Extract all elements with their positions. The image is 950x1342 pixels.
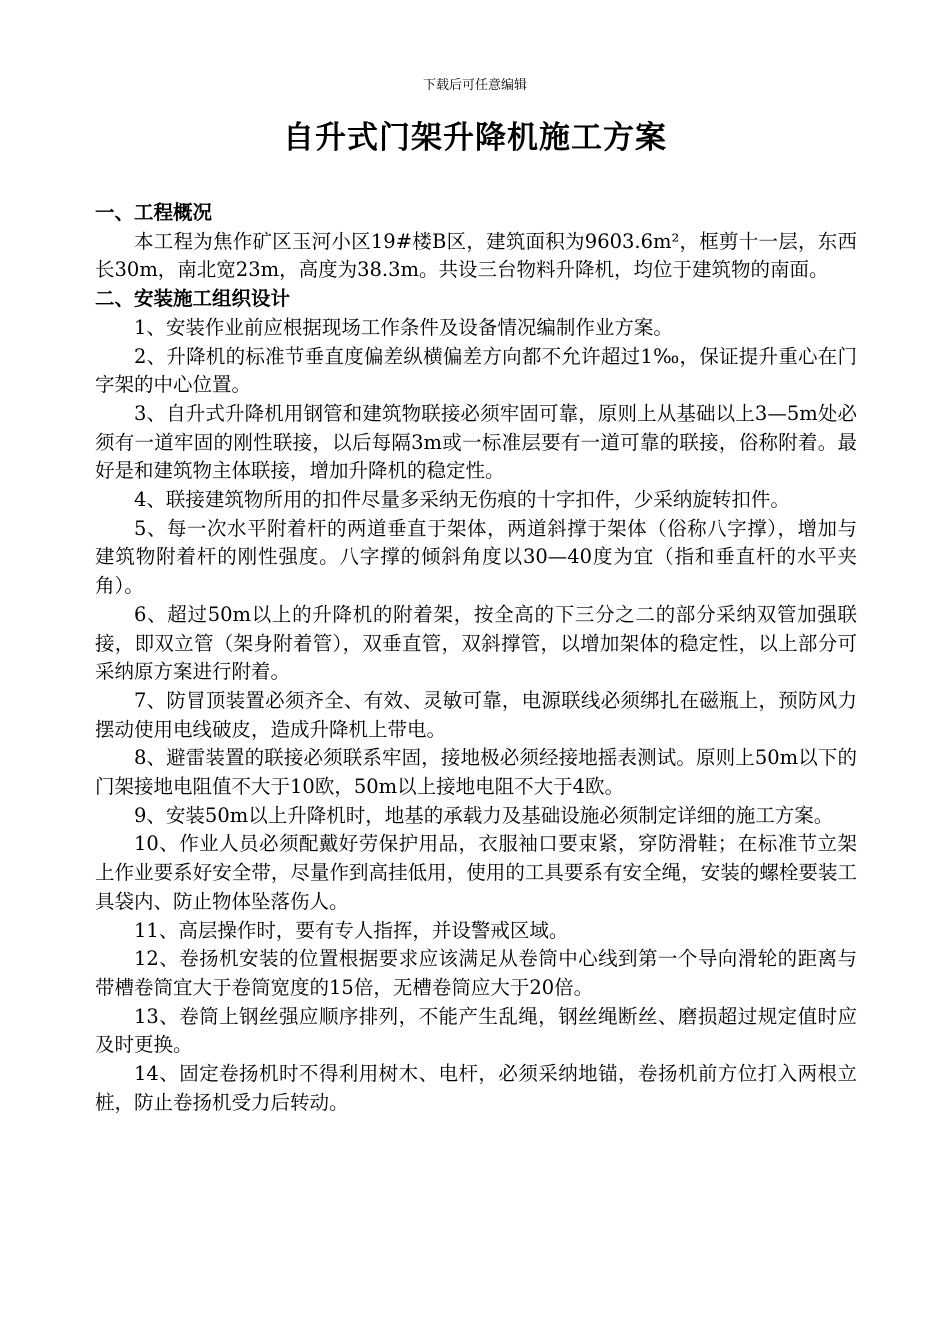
document-body [95, 199, 857, 1118]
paragraph: 5、每一次水平附着杆的两道垂直于架体，两道斜撑于架体（俗称八字撑），增加与建筑物附着杆的刚性强度。八字撑的倾斜角度以30—40度为宜（指和垂直杆的水平夹角）。 [95, 516, 857, 598]
header-note: 下载后可任意编辑 [422, 78, 527, 93]
paragraph: 7、防冒顶装置必须齐全、有效、灵敏可靠，电源联线必须绑扎在磁瓶上，预防风力摆动使用电线破皮，造成升降机上带电。 [95, 688, 857, 741]
paragraph: 14、固定卷扬机时不得利用树木、电杆，必须采纳地锚，卷扬机前方位打入两根立桩，防止卷扬机受力后转动。 [95, 1062, 857, 1114]
paragraph: 12、卷扬机安装的位置根据要求应该满足从卷筒中心线到第一个导向滑轮的距离与带槽卷筒宜大于卷筒宽度的15倍，无槽卷筒应大于20倍。 [95, 947, 857, 999]
paragraph: 4、联接建筑物所用的扣件尽量多采纳无伤痕的十字扣件，少采纳旋转扣件。 [134, 488, 790, 512]
section-heading: 二、安装施工组织设计 [95, 287, 291, 311]
page-title: 自升式门架升降机施工方案 [283, 120, 667, 156]
paragraph: 本工程为焦作矿区玉河小区19#楼B区，建筑面积为9603.6m²，框剪十一层，东西长30m，南北宽23m，高度为38.3m。共设三台物料升降机，均位于建筑物的南面。 [95, 229, 857, 282]
section-heading: 一、工程概况 [95, 201, 213, 224]
paragraph: 6、超过50m以上的升降机的附着架，按全高的下三分之二的部分采纳双管加强联接，即双立管（架身附着管），双垂直管，双斜撑管，以增加架体的稳定性，以上部分可采纳原方案进行附着。 [95, 602, 857, 684]
paragraph: 10、作业人员必须配戴好劳保护用品，衣服袖口要束紧，穿防滑鞋；在标准节立架上作业要系好安全带，尽量作到高挂低用，使用的工具要系有安全绳，安装的螺栓要装工具袋内、防止物体坠落伤人。 [95, 832, 857, 913]
paragraph: 3、自升式升降机用钢管和建筑物联接必须牢固可靠，原则上从基础以上3—5m处必须有一道牢固的刚性联接，以后每隔3m或一标准层要有一道可靠的联接，俗称附着。最好是和建筑物主体联接，增加升降机的稳定性。 [95, 401, 857, 483]
paragraph: 9、安装50m以上升降机时，地基的承载力及基础设施必须制定详细的施工方案。 [134, 803, 834, 827]
paragraph: 8、避雷装置的联接必须联系牢固，接地极必须经接地摇表测试。原则上50m以下的门架接地电阻值不大于10欧，50m以上接地电阻不大于4欧。 [95, 746, 857, 799]
paragraph: 1、安装作业前应根据现场工作条件及设备情况编制作业方案。 [134, 315, 673, 339]
paragraph: 13、卷筒上钢丝强应顺序排列，不能产生乱绳，钢丝绳断丝、磨损超过规定值时应及时更换。 [95, 1004, 857, 1057]
paragraph: 11、高层操作时，要有专人指挥，并设警戒区域。 [134, 918, 569, 942]
paragraph: 2、升降机的标准节垂直度偏差纵横偏差方向都不允许超过1‰，保证提升重心在门字架的中心位置。 [95, 344, 857, 397]
